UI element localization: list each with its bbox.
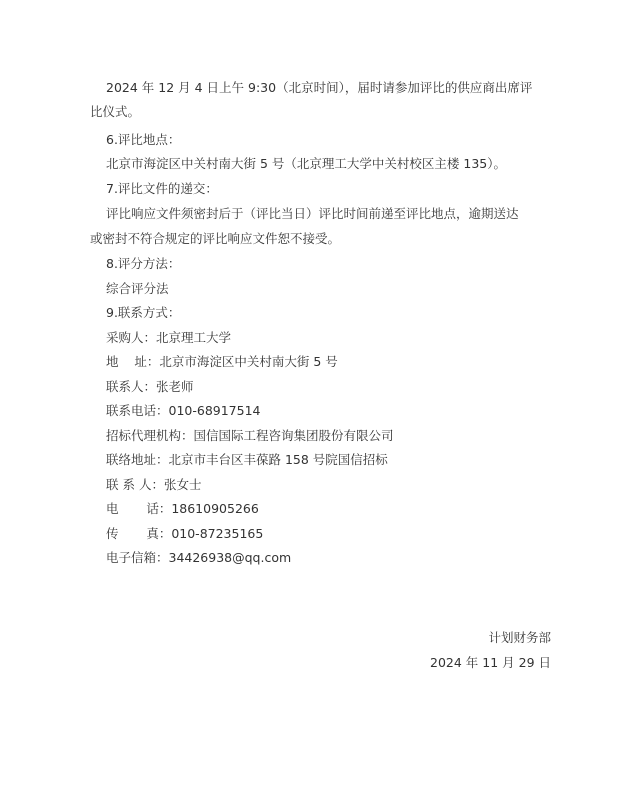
place-text: 北京市海淀区中关村南大街 5 号（北京理工大学中关村校区主楼 135）。 bbox=[106, 156, 506, 171]
tel-line bbox=[106, 501, 259, 517]
submit-line-2: 或密封不符合规定的评比响应文件恕不接受。 bbox=[90, 231, 341, 246]
submit-heading: 7.评比文件的递交： bbox=[106, 181, 218, 196]
tel-key: 电 话： bbox=[106, 501, 172, 516]
tel-value: 18610905266 bbox=[171, 501, 259, 516]
intro-line-1: 2024 年 12 月 4 日上午 9:30（北京时间），届时请参加评比的供应商出席评 bbox=[106, 80, 533, 95]
signature-date: 2024 年 11 月 29 日 bbox=[430, 655, 551, 670]
method-heading: 8.评分方法： bbox=[106, 256, 181, 271]
agency-address-line: 联络地址：北京市丰台区丰葆路 158 号院国信招标 bbox=[106, 452, 388, 467]
intro-line-2: 比仪式。 bbox=[90, 104, 141, 119]
fax-key: 传 真： bbox=[106, 526, 172, 541]
fax-value: 010-87235165 bbox=[171, 526, 264, 541]
agency-contact-line bbox=[106, 477, 201, 493]
address-value: 北京市海淀区中关村南大街 5 号 bbox=[159, 354, 338, 369]
purchaser-line: 采购人：北京理工大学 bbox=[106, 330, 232, 345]
address-key: 地 址： bbox=[106, 354, 160, 369]
email-line: 电子信箱：34426938@qq.com bbox=[106, 550, 292, 565]
agency-line: 招标代理机构：国信国际工程咨询集团股份有限公司 bbox=[106, 428, 394, 443]
method-text: 综合评分法 bbox=[106, 281, 169, 296]
fax-line bbox=[106, 526, 263, 542]
place-heading: 6.评比地点： bbox=[106, 132, 181, 147]
agency-contact-value: 张女士 bbox=[163, 477, 202, 492]
signature-department: 计划财务部 bbox=[488, 630, 551, 645]
submit-line-1: 评比响应文件须密封后于（评比当日）评比时间前递至评比地点，逾期送达 bbox=[106, 206, 519, 221]
phone-line: 联系电话：010-68917514 bbox=[106, 403, 261, 418]
contact-person-line: 联系人：张老师 bbox=[106, 379, 194, 394]
contact-heading: 9.联系方式： bbox=[106, 305, 181, 320]
agency-contact-key: 联 系 人： bbox=[106, 477, 164, 492]
address-line bbox=[106, 354, 338, 370]
